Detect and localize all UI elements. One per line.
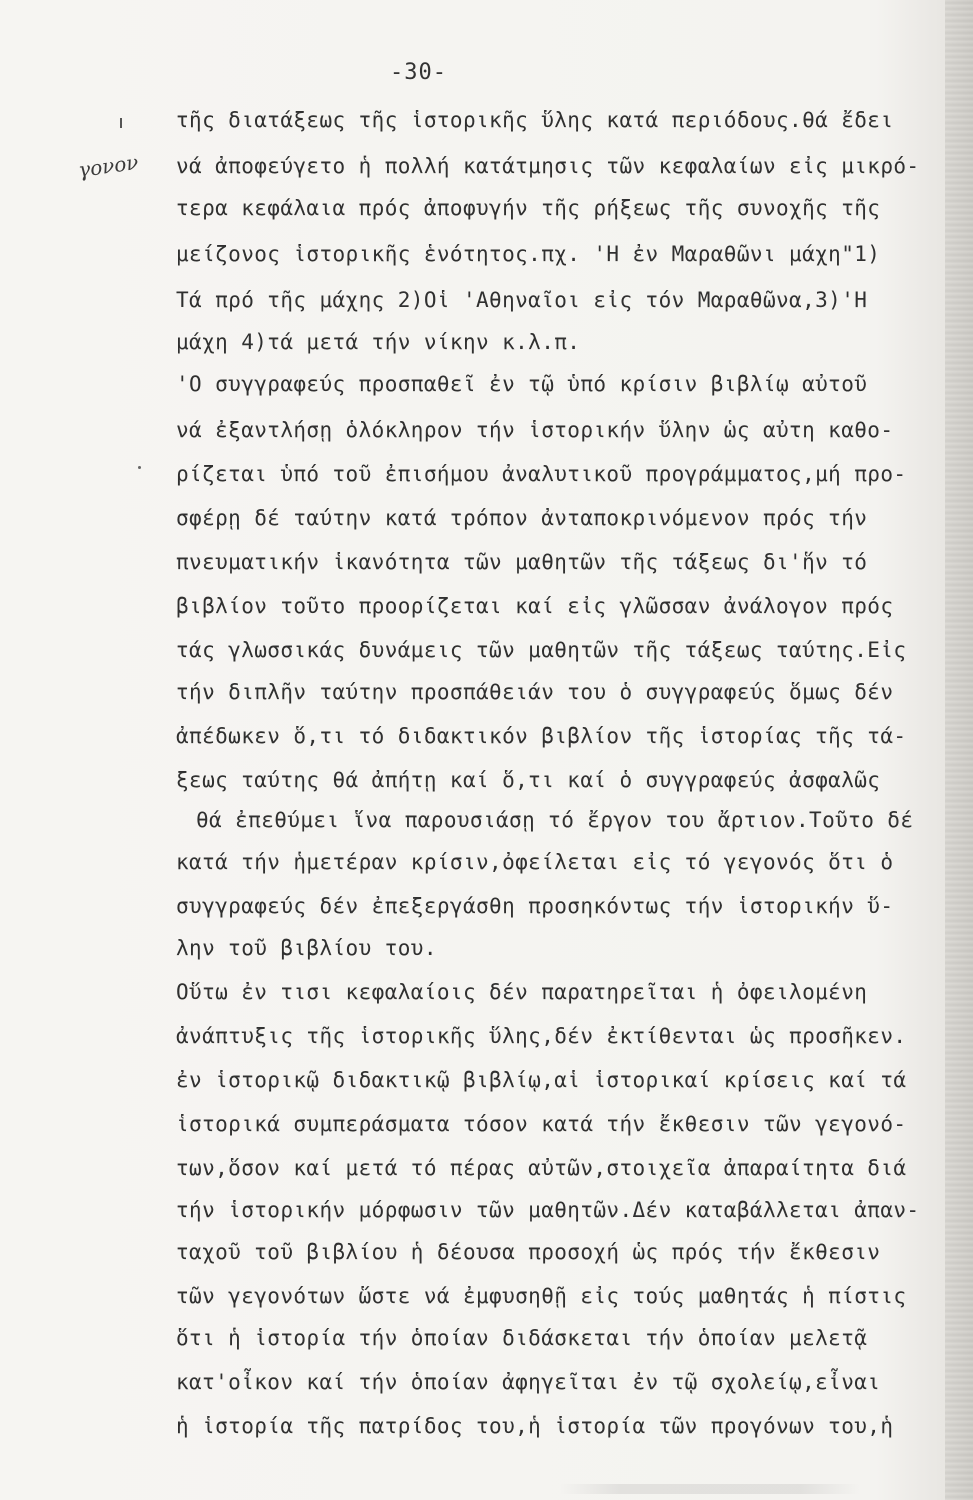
text-line: τῆς διατάξεως τῆς ἱστορικῆς ὕλης κατά περιόδους.θά ἔδει [176, 108, 894, 132]
text-line: ἀνάπτυξις τῆς ἱστορικῆς ὕλης,δέν ἐκτίθενται ὡς προσῆκεν. [176, 1024, 907, 1048]
text-line: πνευματικήν ἱκανότητα τῶν μαθητῶν τῆς τάξεως δι'ἥν τό [176, 550, 868, 574]
text-line: συγγραφεύς δέν ἐπεξεργάσθη προσηκόντως τήν ἱστορικήν ὕ- [176, 894, 894, 918]
page-number: -30- [390, 60, 447, 85]
text-line: Τά πρό τῆς μάχης 2)Οἱ 'Αθηναῖοι εἰς τόν Μαραθῶνα,3)'Η [176, 288, 868, 312]
text-line: τερα κεφάλαια πρός ἀποφυγήν τῆς ρήξεως τῆς συνοχῆς τῆς [176, 196, 881, 220]
text-line: βιβλίον τοῦτο προορίζεται καί εἰς γλῶσσαν ἀνάλογον πρός [176, 594, 894, 618]
text-line: ἡ ἱστορία τῆς πατρίδος του,ἡ ἱστορία τῶν προγόνων του,ἡ [176, 1414, 894, 1438]
text-line: των,ὅσον καί μετά τό πέρας αὐτῶν,στοιχεῖα ἀπαραίτητα διά [176, 1156, 907, 1180]
text-line: τάς γλωσσικάς δυνάμεις τῶν μαθητῶν τῆς τάξεως ταύτης.Εἰς [176, 638, 907, 662]
text-line: τήν διπλῆν ταύτην προσπάθειάν του ὁ συγγραφεύς ὅμως δέν [176, 680, 894, 704]
text-line: μείζονος ἱστορικῆς ἑνότητος.πχ. 'Η ἐν Μαραθῶνι μάχη"1) [176, 242, 881, 266]
text-line: τήν ἱστορικήν μόρφωσιν τῶν μαθητῶν.Δέν καταβάλλεται ἀπαν- [176, 1198, 920, 1222]
text-line: λην τοῦ βιβλίου του. [176, 936, 437, 960]
text-line: ἀπέδωκεν ὅ,τι τό διδακτικόν βιβλίον τῆς ἱστορίας τῆς τά- [176, 724, 907, 748]
text-line: ταχοῦ τοῦ βιβλίου ἡ δέουσα προσοχή ὡς πρός τήν ἔκθεσιν [176, 1240, 881, 1264]
text-line: τῶν γεγονότων ὥστε νά ἐμφυσηθῇ εἰς τούς μαθητάς ἡ πίστις [176, 1284, 907, 1308]
text-line: μάχη 4)τά μετά τήν νίκην κ.λ.π. [176, 330, 581, 354]
text-line: θά ἐπεθύμει ἵνα παρουσιάσῃ τό ἔργον του ἄρτιον.Τοῦτο δέ [196, 808, 914, 832]
text-line: ὅτι ἡ ἱστορία τήν ὁποίαν διδάσκεται τήν ὁποίαν μελετᾷ [176, 1326, 868, 1350]
text-line: Οὕτω ἐν τισι κεφαλαίοις δέν παρατηρεῖται ἡ ὀφειλομένη [176, 980, 868, 1004]
bottom-smudge-mark [560, 1484, 860, 1494]
text-line: ἱστορικά συμπεράσματα τόσον κατά τήν ἔκθεσιν τῶν γεγονό- [176, 1112, 907, 1136]
text-line: νά ἀποφεύγετο ἡ πολλή κατάτμησις τῶν κεφαλαίων εἰς μικρό- [176, 154, 920, 178]
text-line: ρίζεται ὑπό τοῦ ἐπισήμου ἀναλυτικοῦ προγράμματος,μή προ- [176, 462, 907, 486]
margin-handwritten-note: γονον [76, 149, 140, 183]
text-line: 'Ο συγγραφεύς προσπαθεῖ ἐν τῷ ὑπό κρίσιν βιβλίῳ αὐτοῦ [176, 372, 868, 396]
text-line: κατά τήν ἡμετέραν κρίσιν,ὀφείλεται εἰς τό γεγονός ὅτι ὁ [176, 850, 894, 874]
text-line: ἐν ἱστορικῷ διδακτικῷ βιβλίῳ,αἱ ἱστορικαί κρίσεις καί τά [176, 1068, 907, 1092]
text-line: κατ'οἶκον καί τήν ὁποίαν ἀφηγεῖται ἐν τῷ σχολείῳ,εἶναι [176, 1370, 881, 1394]
text-line: σφέρῃ δέ ταύτην κατά τρόπον ἀνταποκρινόμενον πρός τήν [176, 506, 868, 530]
text-line: ξεως ταύτης θά ἀπήτῃ καί ὅ,τι καί ὁ συγγραφεύς ἀσφαλῶς [176, 768, 881, 792]
text-line: νά ἐξαντλήσῃ ὁλόκληρον τήν ἱστορικήν ὕλην ὡς αὐτη καθο- [176, 418, 894, 442]
